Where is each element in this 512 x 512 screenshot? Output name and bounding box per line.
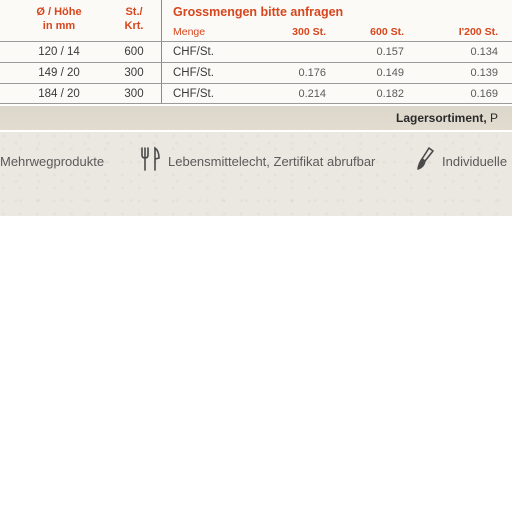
- feature-strip: [0, 132, 512, 216]
- cell-unit: CHF/St.: [173, 46, 214, 58]
- feature-reusable: Mehrwegprodukte: [0, 154, 105, 169]
- divider-row: [0, 62, 512, 63]
- cell-quantity: 300: [124, 88, 144, 100]
- feature-individual: Individuelle: [442, 154, 508, 169]
- menge-label: Menge: [173, 26, 206, 38]
- tier-1200: I'200 St.: [458, 26, 498, 38]
- cell-unit: CHF/St.: [173, 88, 214, 100]
- cell-price-1200: 0.139: [470, 67, 498, 79]
- brush-icon: [415, 146, 435, 177]
- divider-vertical: [161, 0, 162, 104]
- cell-quantity: 600: [124, 46, 144, 58]
- stock-range-rest: P: [486, 111, 499, 125]
- stock-range-band: [0, 106, 512, 130]
- cell-price-600: 0.149: [376, 67, 404, 79]
- cell-dimension: 149 / 20: [38, 67, 80, 79]
- cell-unit: CHF/St.: [173, 67, 214, 79]
- cell-price-1200: 0.134: [470, 46, 498, 58]
- divider-row: [0, 83, 512, 84]
- header-dimension-line1: Ø / Höhe: [36, 6, 82, 18]
- feature-food-safe: Lebensmittelecht, Zertifikat abrufbar: [168, 154, 376, 169]
- header-quantity: [112, 5, 156, 33]
- tier-300: 300 St.: [292, 26, 326, 38]
- cell-dimension: 184 / 20: [38, 88, 80, 100]
- header-dimension: [30, 5, 88, 33]
- cell-dimension: 120 / 14: [38, 46, 80, 58]
- header-dimension-line2: in mm: [42, 20, 76, 32]
- cell-price-600: 0.182: [376, 88, 404, 100]
- cell-price-300: 0.214: [298, 88, 326, 100]
- fork-knife-icon: [139, 146, 161, 177]
- header-quantity-line2: Krt.: [124, 20, 144, 32]
- price-table: [0, 0, 512, 104]
- stock-range-text: [396, 111, 498, 125]
- divider-row: [0, 41, 512, 42]
- divider-row: [0, 103, 512, 104]
- stock-range-bold: Lagersortiment,: [396, 111, 487, 125]
- bulk-request-note: Grossmengen bitte anfragen: [173, 5, 344, 19]
- cell-price-600: 0.157: [376, 46, 404, 58]
- cell-price-1200: 0.169: [470, 88, 498, 100]
- cell-quantity: 300: [124, 67, 144, 79]
- cell-price-300: 0.176: [298, 67, 326, 79]
- header-quantity-line1: St./: [125, 6, 143, 18]
- tier-600: 600 St.: [370, 26, 404, 38]
